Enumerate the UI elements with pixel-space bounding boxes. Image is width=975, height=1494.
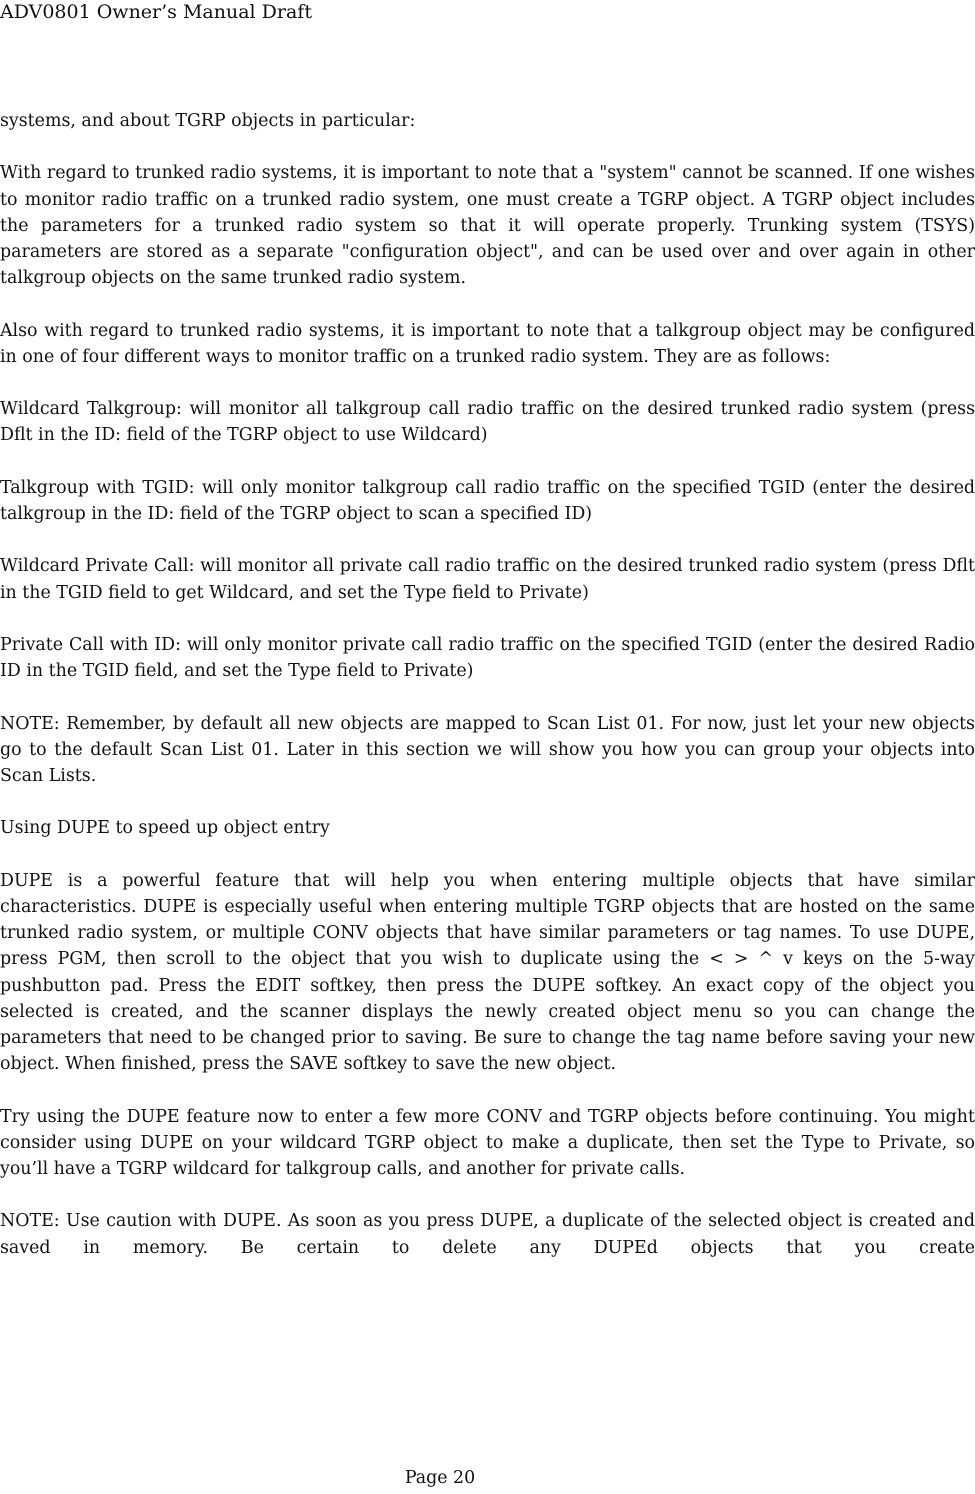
page-footer [0, 1466, 880, 1490]
paragraph-dupe-description: DUPE is a powerful feature that will help you when entering multiple objects that have similar characteristics. DUPE is especially useful when entering multiple TGRP objects that are hosted on the same trunked radio system, or multiple CONV objects that have similar parameters or tag names. To use DUPE, press PGM, then scroll to the object that you wish to duplicate using the < > ^ v keys on the 5-way pushbutton pad. Press the EDIT softkey, then press the DUPE softkey. An exact copy of the object you selected is created, and the scanner displays the newly created object menu so you can change the parameters that need to be changed prior to saving. Be sure to change the tag name before saving your new object. When finished, press the SAVE softkey to save the new object. [0, 870, 975, 1075]
page-body [0, 108, 975, 1261]
page-number: Page 20 [404, 1468, 476, 1488]
paragraph-wildcard-private-call: Wildcard Private Call: will monitor all private call radio traffic on the desired trunked radio system (press Dflt in the TGID field to get Wildcard, and set the Type field to Private) [0, 556, 975, 603]
section-heading-dupe: Using DUPE to speed up object entry [0, 818, 330, 839]
paragraph-continuation: systems, and about TGRP objects in particular: [0, 111, 416, 131]
paragraph-dupe-try: Try using the DUPE feature now to enter a few more CONV and TGRP objects before continuing. You might consider using DUPE on your wildcard TGRP object to make a duplicate, then set the Type to Private, so you’ll have a TGRP wildcard for talkgroup calls, and another for private calls. [0, 1106, 975, 1179]
paragraph-system-scanning: With regard to trunked radio systems, it is important to note that a "system" cannot be scanned. If one wishes to monitor radio traffic on a trunked radio system, one must create a TGRP object. A TGRP object includes the parameters for a trunked radio system so that it will operate properly. Trunking system (TSYS) parameters are stored as a separate "configuration object", and can be used over and over again in other talkgroup objects on the same trunked radio system. [0, 163, 975, 289]
paragraph-private-call-with-id: Private Call with ID: will only monitor private call radio traffic on the specified TGID (enter the desired Radio ID in the TGID field, and set the Type field to Private) [0, 634, 975, 682]
paragraph-talkgroup-with-tgid: Talkgroup with TGID: will only monitor talkgroup call radio traffic on the specified TGID (enter the desired talkgroup in the ID: field of the TGRP object to scan a specified ID) [0, 477, 975, 524]
paragraph-wildcard-talkgroup: Wildcard Talkgroup: will monitor all talkgroup call radio traffic on the desired trunked radio system (press Dflt in the ID: field of the TGRP object to use Wildcard) [0, 399, 975, 446]
document-header [0, 0, 312, 24]
paragraph-dupe-caution: NOTE: Use caution with DUPE. As soon as you press DUPE, a duplicate of the selected object is created and saved in memory. Be certain to delete any DUPEd objects that you create [0, 1211, 975, 1258]
paragraph-talkgroup-ways: Also with regard to trunked radio systems, it is important to note that a talkgroup object may be configured in one of four different ways to monitor traffic on a trunked radio system. They are as follows: [0, 320, 975, 367]
paragraph-scan-list-note: NOTE: Remember, by default all new objects are mapped to Scan List 01. For now, just let your new objects go to the default Scan List 01. Later in this section we will show you how you can group your objects into Scan Lists. [0, 713, 975, 786]
document-title: ADV0801 Owner’s Manual Draft [0, 1, 312, 23]
